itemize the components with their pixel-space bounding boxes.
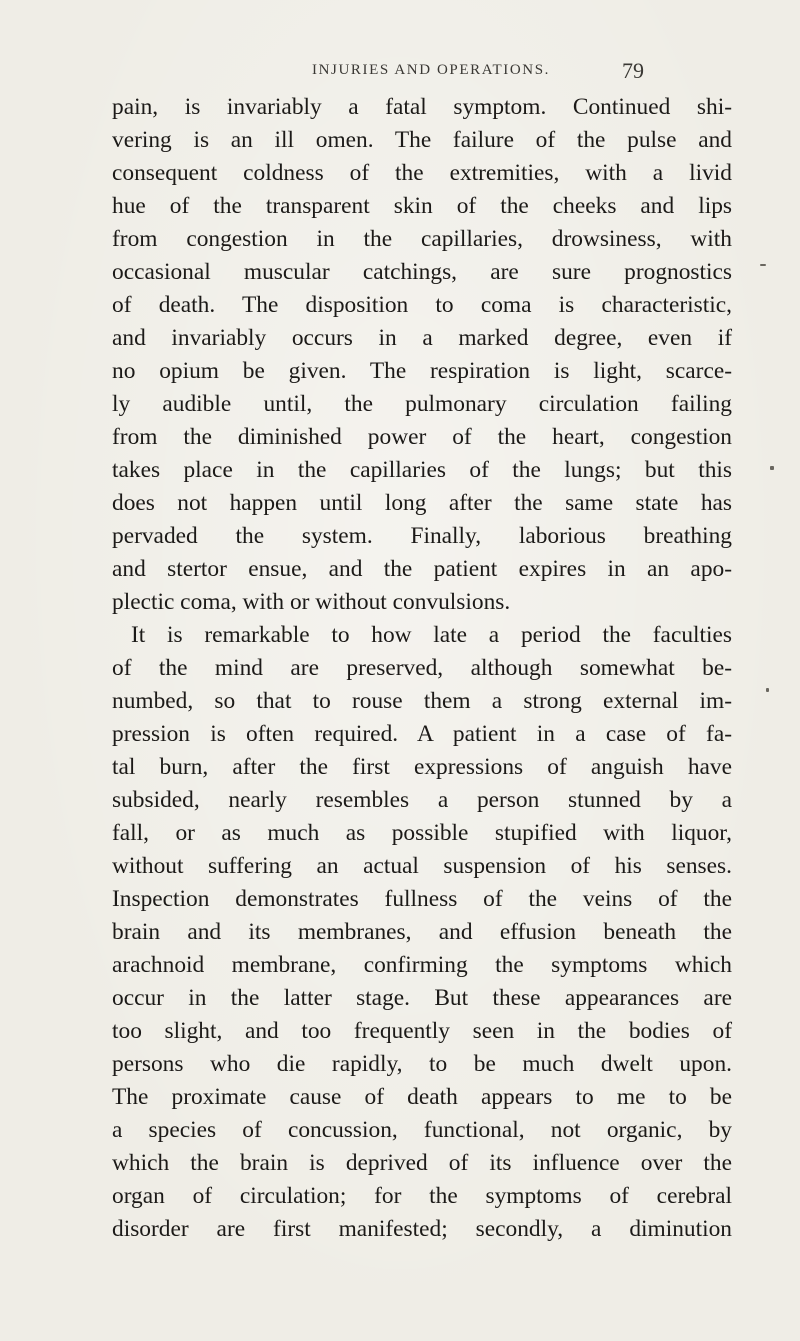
running-title: INJURIES AND OPERATIONS.	[312, 62, 550, 78]
text-line: of death. The disposition to coma is characteristic,	[112, 292, 732, 318]
text-line: occur in the latter stage. But these appearances are	[112, 985, 732, 1011]
text-line: pression is often required. A patient in a case of fa-	[112, 721, 732, 747]
text-line: occasional muscular catchings, are sure prognostics	[112, 259, 732, 285]
text-line: tal burn, after the first expressions of anguish have	[112, 754, 732, 780]
text-line: arachnoid membrane, confirming the symptoms which	[112, 952, 732, 978]
text-line: and invariably occurs in a marked degree, even if	[112, 325, 732, 351]
margin-speck	[766, 688, 769, 692]
text-line: Inspection demonstrates fullness of the veins of the	[112, 886, 732, 912]
page-number: 79	[622, 58, 644, 83]
text-line: fall, or as much as possible stupified with liquor,	[112, 820, 732, 846]
text-line: consequent coldness of the extremities, with a livid	[112, 160, 732, 186]
text-line: subsided, nearly resembles a person stunned by a	[112, 787, 732, 813]
paragraph-start-line: It is remarkable to how late a period the faculties	[131, 622, 732, 648]
text-line: without suffering an actual suspension of his senses.	[112, 853, 732, 879]
text-line: organ of circulation; for the symptoms of cerebral	[112, 1183, 732, 1209]
text-line: plectic coma, with or without convulsions.	[112, 589, 511, 615]
text-line: brain and its membranes, and effusion beneath the	[112, 919, 732, 945]
text-line: which the brain is deprived of its influence over the	[112, 1150, 732, 1176]
text-line: from the diminished power of the heart, congestion	[112, 424, 732, 450]
text-line: ly audible until, the pulmonary circulation failing	[112, 391, 732, 417]
text-line: pain, is invariably a fatal symptom. Continued shi-	[112, 94, 732, 120]
text-line: and stertor ensue, and the patient expires in an apo-	[112, 556, 732, 582]
text-line: too slight, and too frequently seen in the bodies of	[112, 1018, 732, 1044]
text-line: no opium be given. The respiration is light, scarce-	[112, 358, 732, 384]
margin-speck	[760, 264, 766, 266]
text-line: does not happen until long after the same state has	[112, 490, 732, 516]
text-line: vering is an ill omen. The failure of the pulse and	[112, 127, 732, 153]
text-line: numbed, so that to rouse them a strong external im-	[112, 688, 732, 714]
margin-speck	[770, 466, 774, 470]
running-head	[0, 58, 800, 88]
text-line: hue of the transparent skin of the cheeks and lips	[112, 193, 732, 219]
body-text	[112, 91, 732, 1246]
text-line: of the mind are preserved, although somewhat be-	[112, 655, 732, 681]
text-line: takes place in the capillaries of the lungs; but this	[112, 457, 732, 483]
text-line: The proximate cause of death appears to me to be	[112, 1084, 732, 1110]
text-line: pervaded the system. Finally, laborious breathing	[112, 523, 732, 549]
text-line: persons who die rapidly, to be much dwelt upon.	[112, 1051, 732, 1077]
text-line: from congestion in the capillaries, drowsiness, with	[112, 226, 732, 252]
text-line: a species of concussion, functional, not organic, by	[112, 1117, 732, 1143]
text-line: disorder are first manifested; secondly, a diminution	[112, 1216, 732, 1242]
